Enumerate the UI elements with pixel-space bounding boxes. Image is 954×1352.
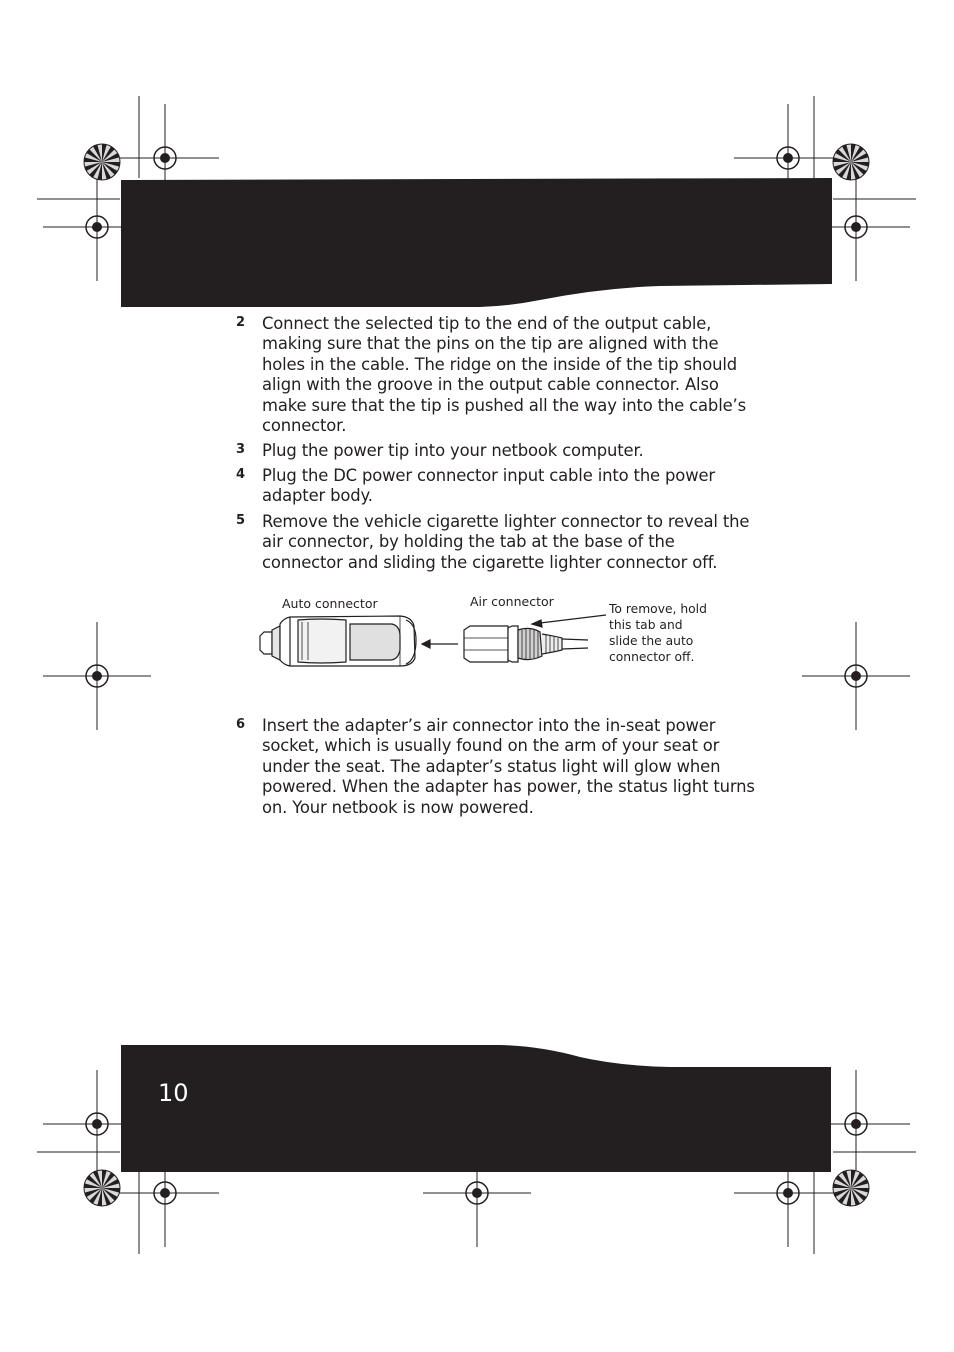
air-connector-drawing <box>464 626 588 662</box>
connector-illustration <box>250 590 730 690</box>
tab-note-line: To remove, hold <box>609 602 707 616</box>
step-text: Insert the adapter’s air connector into the in-seat power socket, which is usually found on the arm of your seat or under the seat. The adapter’s status light will glow when powered. When the adapter has power, the status light turns on. Your netbook is now powered. <box>262 716 755 817</box>
footer-band-shape <box>121 1045 831 1172</box>
step-text: Plug the power tip into your netbook computer. <box>262 441 644 460</box>
step-number: 4 <box>236 467 246 482</box>
step-number: 5 <box>236 513 246 528</box>
connector-figure <box>250 590 730 690</box>
step-number: 2 <box>236 315 246 330</box>
page-number: 10 <box>158 1079 189 1107</box>
tab-note-line: connector off. <box>609 650 695 664</box>
step-text: Plug the DC power connector input cable into the power adapter body. <box>262 466 715 506</box>
air-connector-label: Air connector <box>470 594 554 609</box>
auto-connector-drawing <box>260 616 416 666</box>
step-number: 3 <box>236 442 246 457</box>
tab-note-line: this tab and <box>609 618 683 632</box>
tab-note-line: slide the auto <box>609 634 694 648</box>
step-text: Connect the selected tip to the end of the output cable, making sure that the pins on the tip are aligned with the holes in the cable. The ridge on the inside of the tip should align with the groove in the output cable connector. Also make sure that the tip is pushed all the way into the cable’s connector. <box>262 314 746 436</box>
step-text: Remove the vehicle cigarette lighter connector to reveal the air connector, by holding the tab at the base of the connector and sliding the cigarette lighter connector off. <box>262 512 750 572</box>
auto-connector-label: Auto connector <box>282 596 378 611</box>
tab-pointer-arrow <box>532 615 606 627</box>
step-number: 6 <box>236 717 246 732</box>
slide-arrow <box>422 640 458 648</box>
